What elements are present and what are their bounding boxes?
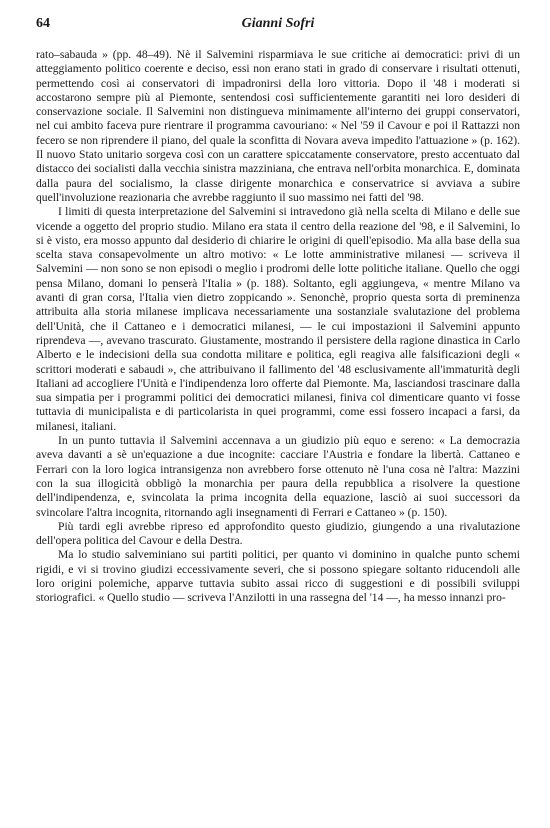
paragraph: Più tardi egli avrebbe ripreso ed approfondito questo giudizio, giungendo a una rivalutazione dell'opera politica del Cavour e della Destra. [36,519,520,548]
paragraph: I limiti di questa interpretazione del Salvemini si intravedono già nella scelta di Milano e delle sue vicende a oggetto del proprio studio. Milano era stata il centro della reazione del '98, e il Salvemini, lo si è visto, era mosso appunto dal desiderio di chiarire le origini di quell'episodio. Ma alla base della sua scelta stava consapevolmente un altro motivo: « Le lotte amministrative milanesi — scriveva il Salvemini — non sono se non episodi o meglio i prodromi delle lotte politiche italiane. Quello che oggi pensa Milano, domani lo penserà l'Italia » (p. 188). Soltanto, egli aggiungeva, « mentre Milano va avanti di gran corsa, l'Italia vien dietro zoppicando ». Senonchè, proprio questa sorta di preminenza attribuita alla storia milanese implicava necessariamente una sostanziale svalutazione del problema dell'Unità, che il Cattaneo e i democratici milanesi, — le cui impostazioni il Salvemini appunto riprendeva —, avevano trascurato. Giustamente, mostrando il persistere della ragione dinastica in Carlo Alberto e le indecisioni della sua condotta militare e politica, egli reagiva alle falsificazioni degli « scrittori moderati e sabaudi », che attribuivano il fallimento del '48 esclusivamente all'immaturità degli Italiani ad accogliere l'Unità e l'indipendenza loro offerte dal Piemonte. Ma, lasciandosi trascinare dalla sua simpatia per i programmi politici dei democratici milanesi, finiva col dimenticare quanto vi fosse tuttavia di municipalista e di particolarista in quei programmi, come essi fossero incapaci a farsi, da milanesi, italiani. [36,205,520,433]
page-header [36,14,520,38]
running-head: Gianni Sofri [241,16,315,31]
page-number: 64 [36,16,50,31]
body-text [36,48,520,606]
paragraph: rato–sabauda » (pp. 48–49). Nè il Salvemini risparmiava le sue critiche ai democratici: privi di un atteggiamento politico coerente e deciso, essi non erano stati in grado di conservare i risultati ottenuti, permettendo così ai conservatori di impadronirsi della loro vittoria. Dopo il '48 i moderati si accostarono sempre più al Piemonte, sentendosi così sufficientemente garantiti nei loro desideri di conservazione sociale. Il Salvemini non distingueva minimamente all'interno dei gruppi conservatori, nel cui ambito faceva pure rientrare il programma cavouriano: « Nel '59 il Cavour e poi il Rattazzi non fecero se non riprendere il piano, del quale la sconfitta di Novara aveva impedito l'attuazione » (p. 162). Il nuovo Stato unitario sorgeva così con un carattere spiccatamente conservatore, presto accentuato dal distacco dei socialisti dalla vecchia sinistra mazziniana, che entrava nell'orbita monarchica. E, dominata dalla paura del socialismo, la classe dirigente monarchica e conservatrice si avviava a subire quell'involuzione reazionaria che avrebbe raggiunto il suo massimo nei fatti del '98. [36,48,520,204]
paragraph: In un punto tuttavia il Salvemini accennava a un giudizio più equo e sereno: « La democrazia aveva davanti a sè un'equazione a due incognite: cacciare l'Austria e fondare la libertà. Cattaneo e Ferrari con la loro logica intransigenza non avrebbero forse ottenuto nè l'una cosa nè l'altra: Mazzini con la sua illogicità obbligò la monarchia per paura della repubblica a risolvere la questione dell'indipendenza, e, svincolata la prima incognita della equazione, lasciò ai suoi successori da svincolare l'altra incognita, ritornando agli insegnamenti di Ferrari e Cattaneo » (p. 150). [36,434,520,519]
paragraph: Ma lo studio salveminiano sui partiti politici, per quanto vi dominino in qualche punto schemi rigidi, e vi si trovino giudizi eccessivamente severi, che si possono spiegare soltanto riducendoli alle loro origini polemiche, apparve tuttavia subito assai ricco di suggestioni e di possibili sviluppi storiografici. « Quello studio — scriveva l'Anzilotti in una rassegna del '14 —, ha messo innanzi pro- [36,548,520,605]
